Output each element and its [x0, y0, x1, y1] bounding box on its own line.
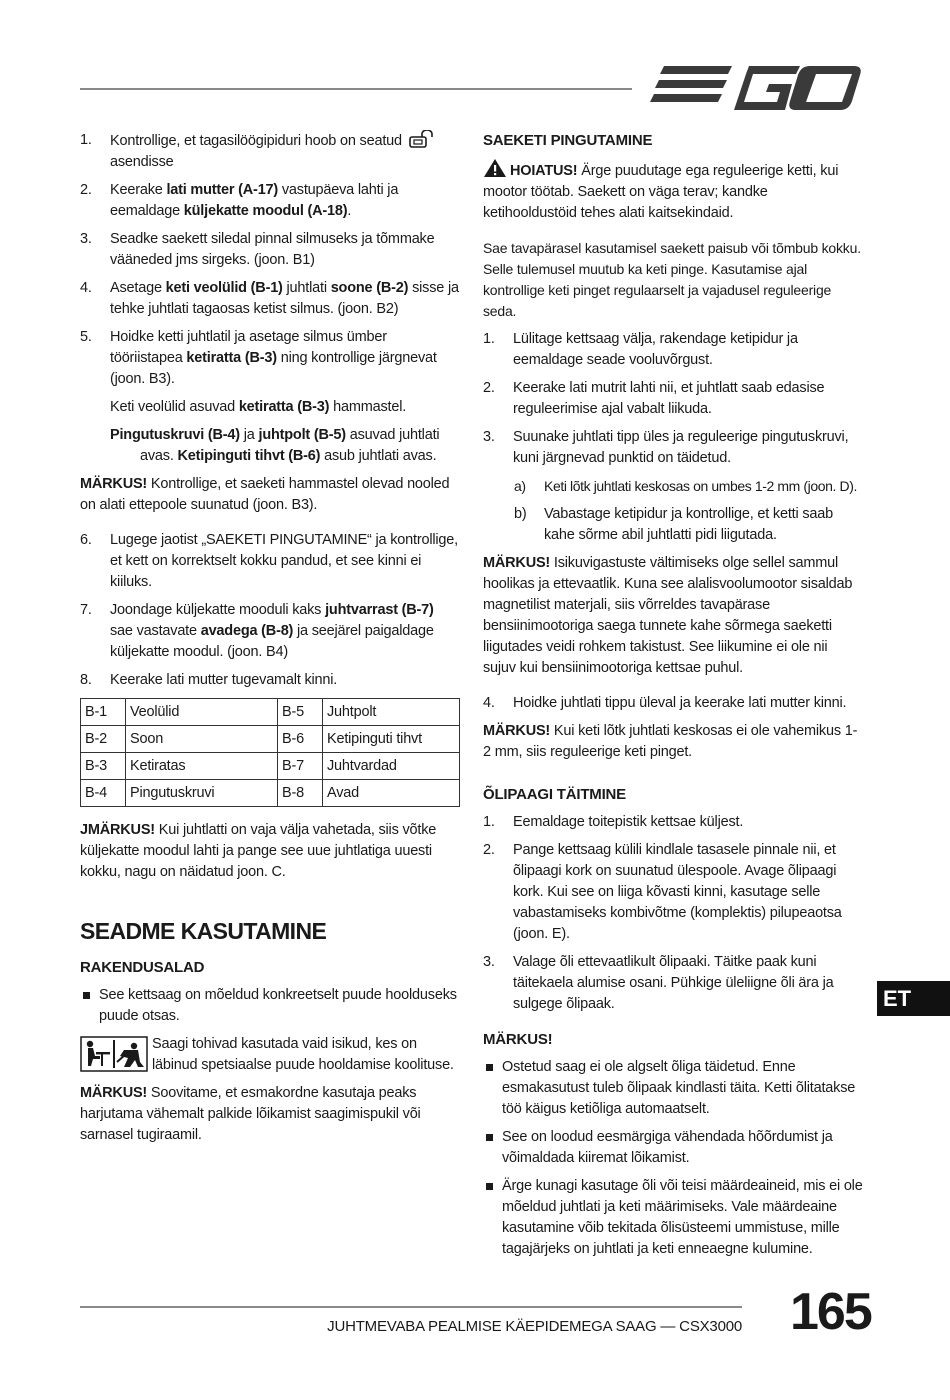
header-rule — [80, 88, 632, 90]
list-item: 8. Keerake lati mutter tugevamalt kinni. — [80, 672, 338, 688]
list-item: 6. Lugege jaotist „SAEKETI PINGUTAMINE“ ja kontrollige, et kett on korrektselt kokku pandud, et see kinni ei kiiluks. — [80, 532, 458, 590]
list-item: 4. Asetage keti veolülid (B-1) juhtlati soone (B-2) sisse ja tehke juhtlati tagaosas ketist silmus. (joon. B2) — [80, 280, 459, 317]
bullet-item: See on loodud eesmärgiga vähendada hõõrdumist ja võimaldada kiiremat lõikamist. — [483, 1127, 863, 1169]
page-number: 165 — [790, 1283, 871, 1341]
list-item: 2. Pange kettsaag külili kindlale tasasele pinnale nii, et õlipaagi kork on suunatud ülespoole. Avage õlipaagi kork. Kui see on liiga kõvasti kinni, kasutage selle vabastamiseks kombivõtme (komplektis) pilupeaotsa (joon. E). — [483, 842, 842, 942]
warning: HOIATUS! Ärge puudutage ega reguleerige ketti, kui mootor töötab. Saekett on väga terav; kandke ketihooldustöid tehes alati kaitsekindaid. — [483, 158, 863, 224]
unlocked-padlock-icon — [408, 130, 436, 148]
note-heading: MÄRKUS! — [483, 1031, 553, 1048]
ego-logo — [650, 62, 862, 114]
list-item: 3. Valage õli ettevaatlikult õlipaaki. Täitke paak kuni täitekaela alumise osani. Pühkige üleliigne õli ära ja sulgege õlipaak. — [483, 954, 834, 1012]
section-title: SEADME KASUTAMINE — [80, 918, 327, 944]
list-item: 4. Hoidke juhtlati tippu üleval ja keerake lati mutter kinni. — [483, 695, 847, 711]
bullet-item: Ärge kunagi kasutage õli või teisi määrdeaineid, mis ei ole mõeldud juhtlati ja keti määrimiseks. Vale määrdeaine kasutamine võib tekitada õlisüsteemi ummistuse, mille tagajärjeks on juhtlati ja keti enneaegne kulumine. — [483, 1176, 863, 1260]
table-row: B-2 Soon B-6 Ketipinguti tihvt — [81, 726, 460, 753]
note: MÄRKUS! Soovitame, et esmakordne kasutaja peaks harjutama vähemalt palkide lõikamist saagimispukil või sarnasel tugiraamil. — [80, 1085, 421, 1143]
list-item-detail: Pingutuskruvi (B-4) ja juhtpolt (B-5) asuvad juhtlati avas. Ketipinguti tihvt (B-6) asub juhtlati avas. — [110, 427, 440, 464]
note: JMÄRKUS! Kui juhtlatti on vaja välja vahetada, siis võtke küljekatte moodul lahti ja pange see uue juhtlatiga uuesti kokku, nagu on näidatud joon. C. — [80, 822, 437, 880]
sub-list-item: b) Vabastage ketipidur ja kontrollige, et ketti saab kahe sõrme abil juhtlatti pidi liigutada. — [514, 506, 833, 543]
list-item: 1. Lülitage kettsaag välja, rakendage ketipidur ja eemaldage seade vooluvõrgust. — [483, 331, 798, 368]
bullet-item: See kettsaag on mõeldud konkreetselt puude hoolduseks puude otsas. — [80, 985, 460, 1027]
note: MÄRKUS! Isikuvigastuste vältimiseks olge sellel sammul hoolikas ja ettevaatlik. Kuna see alalisvoolumootor sisaldab magnetilist materjali, siis võrreldes tavapärase bensiinimootoriga saega tunnete kahe sõrmega saeketti liigutades veidi rohkem takistust. See liikumine ei ole nii sujuv kui bensiinimootoriga kettsae puhul. — [483, 555, 853, 676]
sub-list-item: a) Keti lõtk juhtlati keskosas on umbes 1-2 mm (joon. D). — [514, 478, 857, 494]
list-item: 3. Suunake juhtlati tipp üles ja reguleerige pingutuskruvi, kuni järgnevad punktid on täidetud. — [483, 429, 849, 466]
list-item: 3. Seadke saekett siledal pinnal silmuseks ja tõmmake vääneded jms sirgeks. (joon. B1) — [80, 231, 435, 268]
list-item: 5. Hoidke ketti juhtlatil ja asetage silmus ümber tööriistapea ketiratta (B-3) ning kontrollige järgnevat (joon. B3). — [80, 329, 437, 387]
bullet-square — [486, 1183, 493, 1190]
bullet-square — [83, 992, 90, 999]
list-item: 1. Kontrollige, et tagasilöögipiduri hoob on seatud asendisse — [80, 130, 460, 173]
table-row: B-4 Pingutuskruvi B-8 Avad — [81, 780, 460, 807]
table-row: B-1 Veolülid B-5 Juhtpolt — [81, 699, 460, 726]
bullet-square — [486, 1064, 493, 1071]
subsection-title: RAKENDUSALAD — [80, 959, 205, 976]
trained-operator-icon — [80, 1036, 148, 1072]
footer-rule — [80, 1306, 742, 1308]
bullet-item: Ostetud saag ei ole algselt õliga täidetud. Enne esmakasutust tuleb õlipaak kindlasti täita. Ketti õlitatakse töö käigus ketiõliga automaatselt. — [483, 1057, 863, 1120]
left-column — [80, 130, 460, 1153]
note: MÄRKUS! Kontrollige, et saeketi hammastel olevad nooled on alati ettepoole suunatud (joon. B3). — [80, 476, 450, 513]
section-heading-oil-tank: ÕLIPAAGI TÄITMINE — [483, 786, 626, 803]
list-item: 2. Keerake lati mutter (A-17) vastupäeva lahti ja eemaldage küljekatte moodul (A-18). — [80, 182, 399, 219]
footer-title: JUHTMEVABA PEALMISE KÄEPIDEMEGA SAAG — CSX3000 — [327, 1318, 742, 1335]
list-item: 2. Keerake lati mutrit lahti nii, et juhtlatt saab edasise reguleerimise ajal vabalt liikuda. — [483, 380, 825, 417]
training-requirement: Saagi tohivad kasutada vaid isikud, kes on läbinud spetsiaalse puude hooldamise koolituse. — [80, 1034, 460, 1076]
list-item: 7. Joondage küljekatte mooduli kaks juhtvarrast (B-7) sae vastavate avadega (B-8) ja seejärel paigaldage küljekatte moodul. (joon. B4) — [80, 602, 434, 660]
language-tab: ET — [877, 981, 950, 1016]
note: MÄRKUS! Kui keti lõtk juhtlati keskosas ei ole vahemikus 1-2 mm, siis reguleerige keti pinget. — [483, 723, 858, 760]
list-item: 1. Eemaldage toitepistik kettsae küljest. — [483, 814, 744, 830]
right-column — [483, 130, 863, 1267]
bullet-square — [486, 1134, 493, 1141]
table-row: B-3 Ketiratas B-7 Juhtvardad — [81, 753, 460, 780]
section-heading-chain-tension: SAEKETI PINGUTAMINE — [483, 132, 653, 149]
intro-text: Sae tavapärasel kasutamisel saekett paisub või tõmbub kokku. Selle tulemusel muutub ka keti pinge. Kasutamise ajal kontrollige keti pinget regulaarselt ja vajadusel reguleerige seda. — [483, 240, 861, 319]
warning-triangle-icon — [483, 158, 507, 178]
parts-legend-table — [80, 698, 460, 807]
list-item-detail: Keti veolülid asuvad ketiratta (B-3) hammastel. — [110, 399, 407, 415]
